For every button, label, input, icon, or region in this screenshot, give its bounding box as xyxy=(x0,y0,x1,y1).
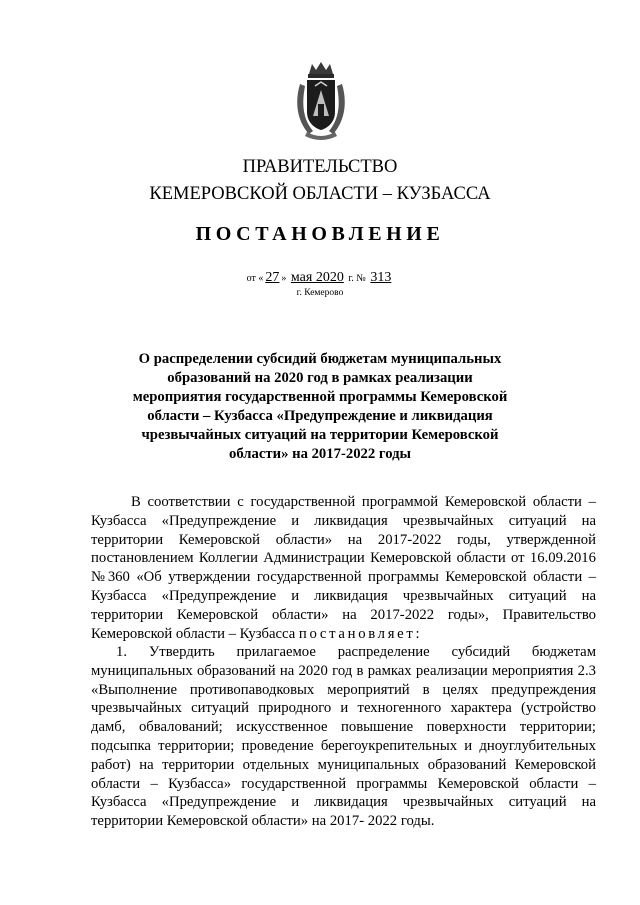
org-name-line2: КЕМЕРОВСКОЙ ОБЛАСТИ – КУЗБАССА xyxy=(149,184,491,204)
preamble-paragraph xyxy=(91,493,596,643)
date-prefix: от « xyxy=(246,273,264,284)
document-title: О распределении субсидий бюджетам муниципальных образований на 2020 год в рамках реализации мероприятия государственной программы Кемеровской области – Кузбасса «Предупреждение и ликвидация чрезвычайных ситуаций на территории Кемеровской области» на 2017-2022 годы xyxy=(132,351,508,462)
preamble-text: В соответствии с государственной программой Кемеровской области – Кузбасса «Предупреждение и ликвидация чрезвычайных ситуаций на территории Кемеровской области» на 2017-2022 годы, утвержденной постановлением Коллегии Администрации Кемеровской области от 16.09.2016 №360 «Об утверждении государственной программы Кемеровской области – Кузбасса «Предупреждение и ликвидация чрезвычайных ситуаций на территории Кемеровской области» на 2017-2022 годы», Правительство Кемеровской области – Кузбасса xyxy=(91,494,596,642)
item-1-paragraph: 1. Утвердить прилагаемое распределение субсидий бюджетам муниципальных образований на 2020 год в рамках реализации мероприятия 2.3 «Выполнение противопаводковых мероприятий в целях предупреждения чрезвычайных ситуаций природного и техногенного характера (устройство дамб, обвалований; искусственное повышение поверхности территории; подсыпка территории; проведение берегоукрепительных и дноуглубительных работ) на территории отдельных муниципальных образований Кемеровской области – Кузбасса» государственной программы Кемеровской области – Кузбасса «Предупреждение и ликвидация чрезвычайных ситуаций на территории Кемеровской области» на 2017- 2022 годы. xyxy=(91,644,596,830)
city-label: г. Кемерово xyxy=(296,288,344,298)
date-line xyxy=(0,270,640,287)
date-suffix: г. № xyxy=(348,273,366,284)
date-month-year: мая 2020 xyxy=(290,270,344,285)
coat-of-arms-icon xyxy=(293,60,349,144)
document-type: ПОСТАНОВЛЕНИЕ xyxy=(195,223,445,245)
date-day: 27 xyxy=(265,270,280,285)
document-number: 313 xyxy=(370,270,392,285)
date-mid: » xyxy=(281,273,287,284)
org-name-line1: ПРАВИТЕЛЬСТВО xyxy=(242,157,398,177)
resolves-word: постановляет: xyxy=(298,625,423,642)
